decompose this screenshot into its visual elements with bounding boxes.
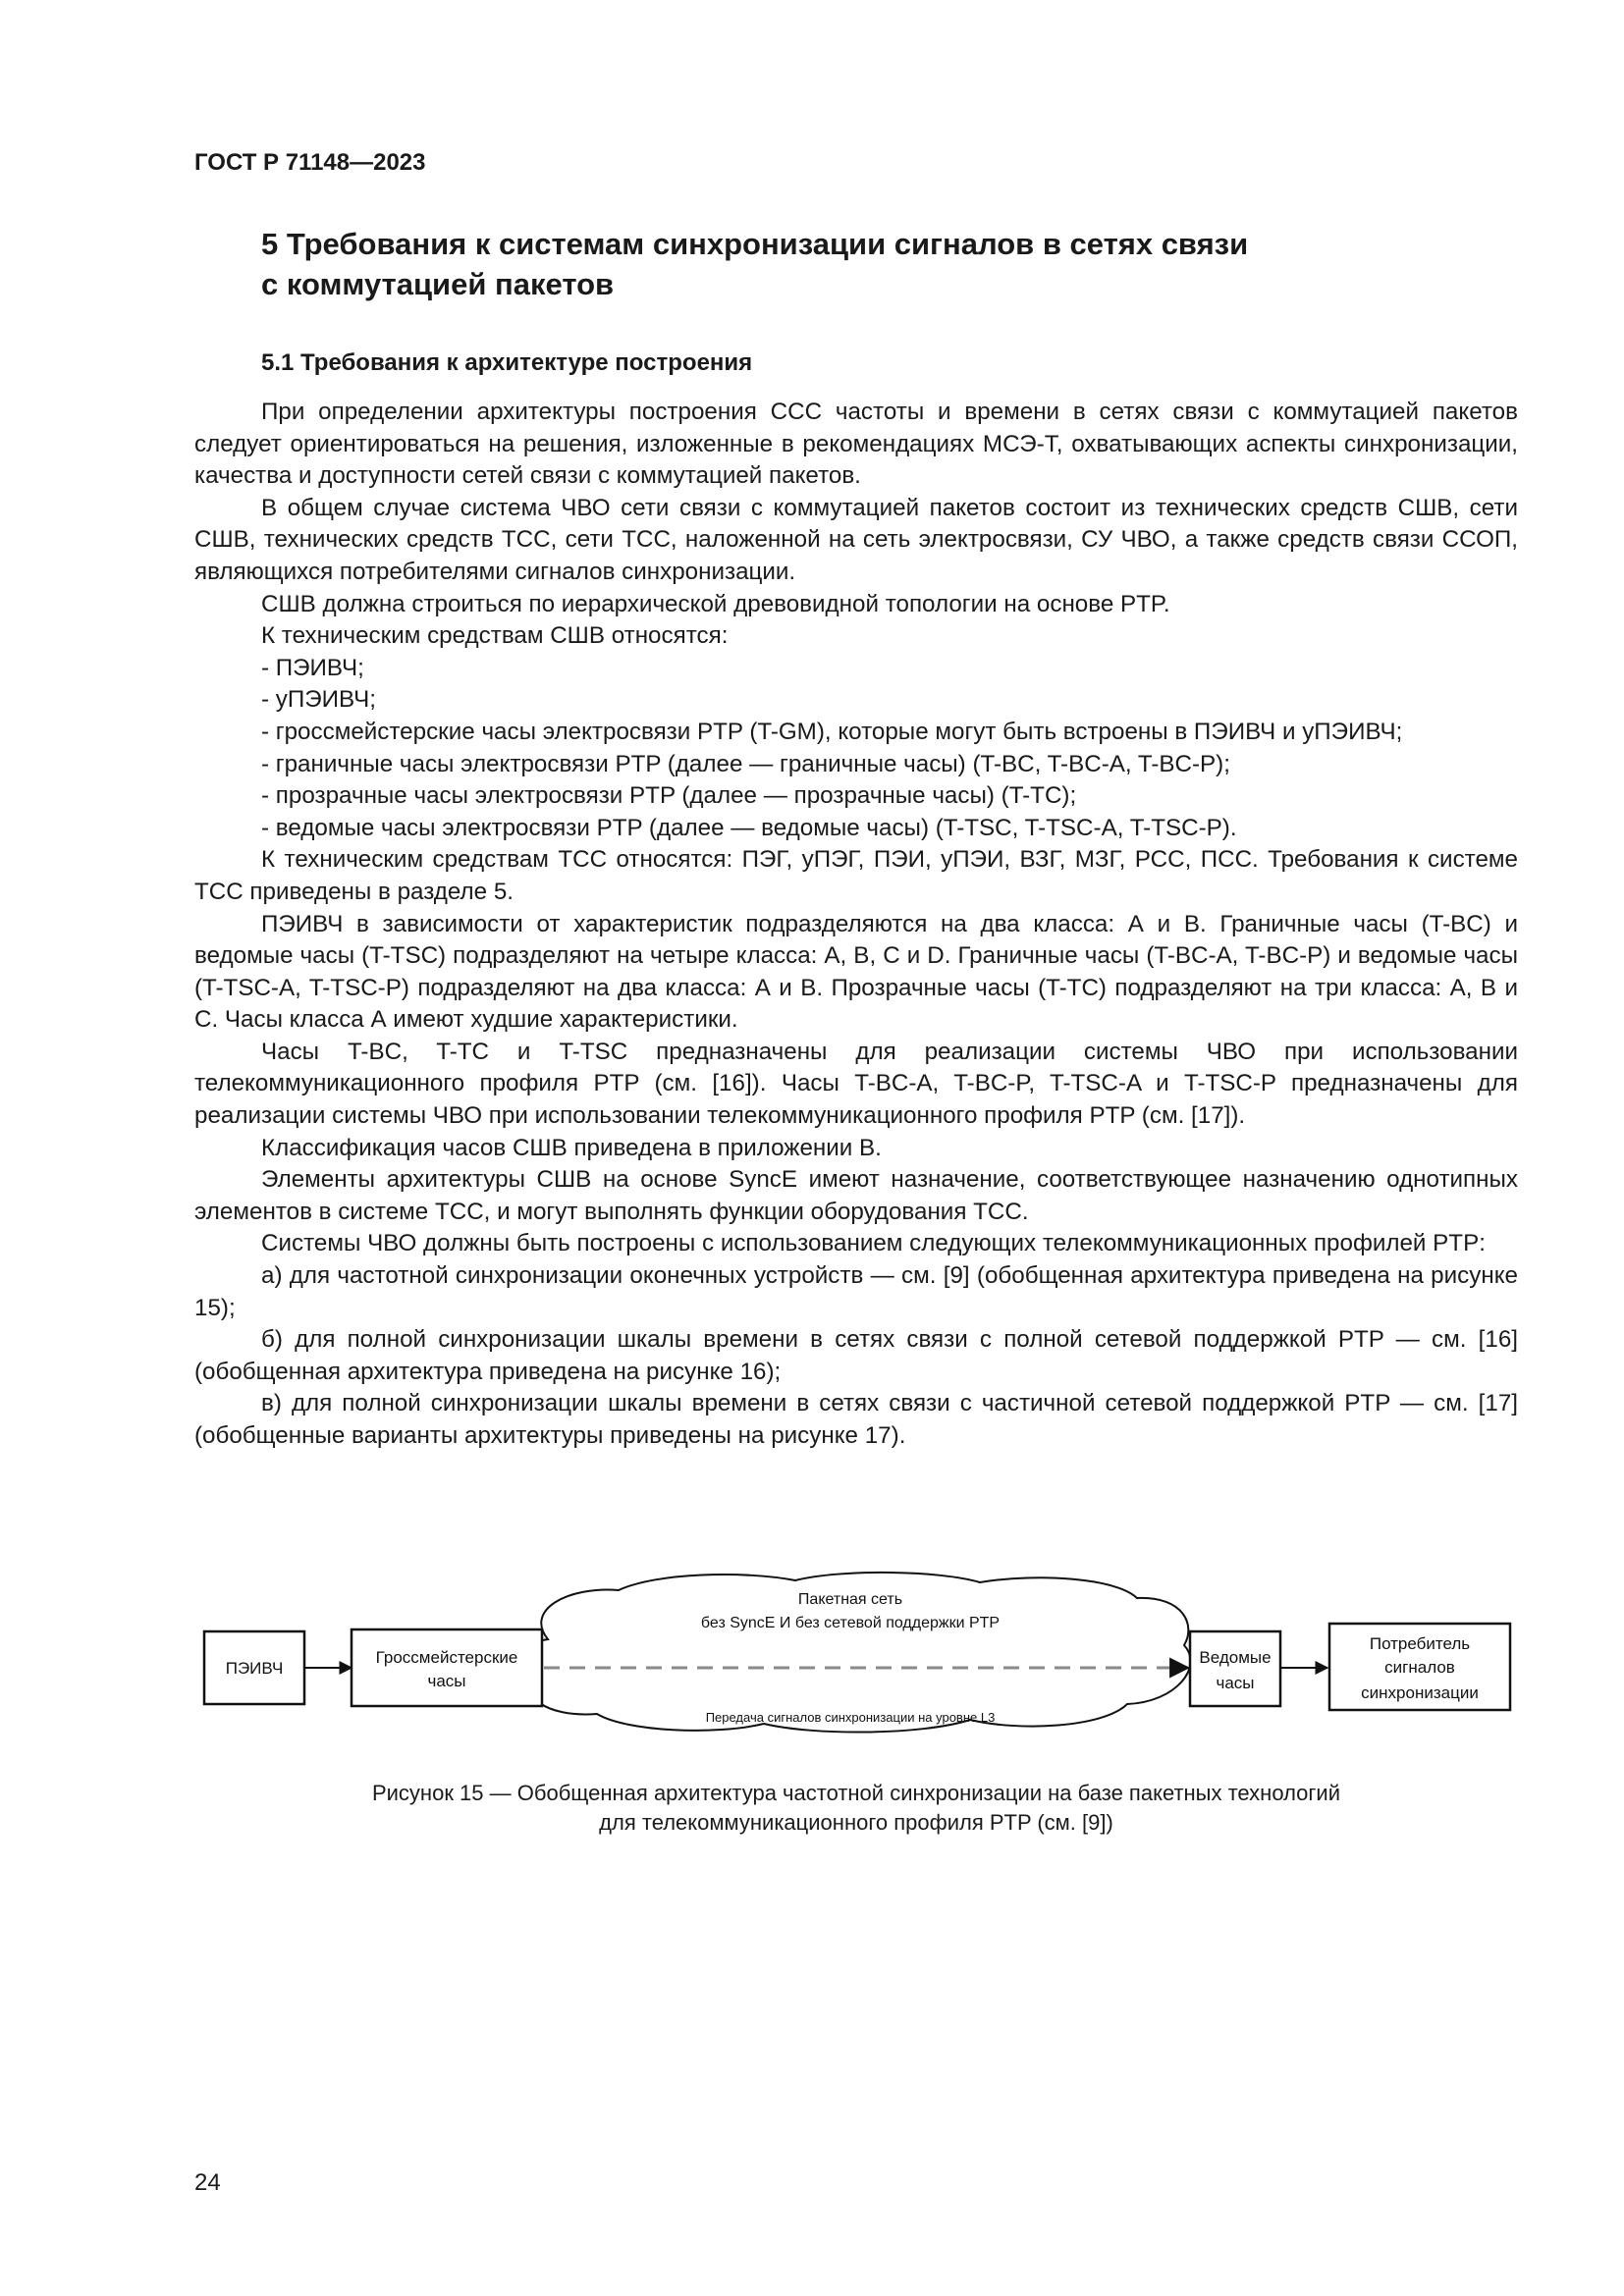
slave-clock-label-1: Ведомые bbox=[1199, 1648, 1272, 1667]
body-text bbox=[194, 397, 1518, 1453]
list-item: - уПЭИВЧ; bbox=[261, 686, 376, 714]
page-number: 24 bbox=[194, 2169, 221, 2196]
list-item: - ведомые часы электросвязи PTP (далее — ведомые часы) (T-TSC, T-TSC-A, T-TSC-P). bbox=[261, 814, 1237, 841]
l3-transfer-label: Передача сигналов синхронизации на уровне L3 bbox=[705, 1710, 996, 1725]
peivch-label: ПЭИВЧ bbox=[225, 1659, 284, 1678]
grandmaster-clock-label-1: Гроссмейстерские bbox=[375, 1648, 518, 1667]
grandmaster-clock-label-2: часы bbox=[427, 1672, 466, 1690]
paragraph: ПЭИВЧ в зависимости от характеристик подразделяются на два класса: А и В. Граничные часы (T-BC) и ведомые часы (T-TSC) подразделяют на четыре класса: А, В, С и D. Граничные часы (T-BC-A, T-BC-P) и ведомые часы (T-TSC-A, T-TSC-P) подразделяют на два класса: А и В. Прозрачные часы (T-TC) подразделяют на три класса: А, В и С. Часы класса А имеют худшие характеристики. bbox=[194, 910, 1518, 1034]
list-item: - прозрачные часы электросвязи PTP (далее — прозрачные часы) (T-TC); bbox=[261, 782, 1077, 810]
packet-network-label-2: без SyncE И без сетевой поддержки PTP bbox=[700, 1615, 1001, 1631]
sync-consumer-label-1: Потребитель bbox=[1369, 1634, 1471, 1653]
figure-caption-line-2: для телекоммуникационного профиля PTP (см. [9]) bbox=[599, 1810, 1113, 1835]
paragraph: СШВ должна строиться по иерархической древовидной топологии на основе PTP. bbox=[261, 590, 1170, 617]
slave-clock-box bbox=[1190, 1631, 1280, 1706]
section-title bbox=[261, 224, 1479, 304]
paragraph: Классификация часов СШВ приведена в приложении В. bbox=[261, 1134, 882, 1161]
figure-caption bbox=[194, 1779, 1518, 1838]
architecture-diagram bbox=[194, 1569, 1518, 1737]
paragraph: Часы T-BC, T-TC и T-TSC предназначены для реализации системы ЧВО при использовании телекоммуникационного профиля PTP (см. [16]). Часы T-BC-A, T-BC-P, T-TSC-A и T-TSC-P предназначены для реализации системы ЧВО при использовании телекоммуникационного профиля PTP (см. [17]). bbox=[194, 1038, 1518, 1130]
section-title-line-2: с коммутацией пакетов bbox=[261, 267, 615, 301]
paragraph: Элементы архитектуры СШВ на основе SyncE имеют назначение, соответствующее назначению однотипных элементов в системе ТСС, и могут выполнять функции оборудования ТСС. bbox=[194, 1166, 1518, 1225]
packet-network-label-1: Пакетная сеть bbox=[797, 1591, 903, 1608]
list-item: а) для частотной синхронизации оконечных устройств — см. [9] (обобщенная архитектура приведена на рисунке 15); bbox=[194, 1262, 1518, 1321]
sync-consumer-label-3: синхронизации bbox=[1361, 1683, 1479, 1702]
subsection-title: 5.1 Требования к архитектуре построения bbox=[261, 349, 753, 376]
paragraph: При определении архитектуры построения ССС частоты и времени в сетях связи с коммутацией пакетов следует ориентироваться на решения, изложенные в рекомендациях МСЭ-Т, охватывающих аспекты синхронизации, качества и доступности сетей связи с коммутацией пакетов. bbox=[194, 399, 1518, 490]
paragraph: В общем случае система ЧВО сети связи с коммутацией пакетов состоит из технических средств СШВ, сети СШВ, технических средств ТСС, сети ТСС, наложенной на сеть электросвязи, СУ ЧВО, а также средств связи ССОП, являющихся потребителями сигналов синхронизации. bbox=[194, 494, 1518, 585]
list-item: б) для полной синхронизации шкалы времени в сетях связи с полной сетевой поддержкой PTP — см. [16] (обобщенная архитектура приведена на рисунке 16); bbox=[194, 1326, 1518, 1385]
grandmaster-clock-box bbox=[352, 1629, 542, 1706]
list-item: в) для полной синхронизации шкалы времени в сетях связи с частичной сетевой поддержкой PTP — см. [17] (обобщенные варианты архитектуры приведены на рисунке 17). bbox=[194, 1390, 1518, 1449]
sync-consumer-label-2: сигналов bbox=[1384, 1658, 1455, 1677]
paragraph: К техническим средствам СШВ относятся: bbox=[261, 622, 729, 650]
paragraph: Системы ЧВО должны быть построены с использованием следующих телекоммуникационных профилей PTP: bbox=[261, 1230, 1486, 1257]
figure-caption-line-1: Рисунок 15 — Обобщенная архитектура частотной синхронизации на базе пакетных технологий bbox=[371, 1781, 1341, 1805]
slave-clock-label-2: часы bbox=[1216, 1674, 1255, 1692]
paragraph: К техническим средствам ТСС относятся: ПЭГ, уПЭГ, ПЭИ, уПЭИ, ВЗГ, МЗГ, РСС, ПСС. Требования к системе ТСС приведены в разделе 5. bbox=[194, 846, 1518, 905]
list-item: - граничные часы электросвязи PTP (далее — граничные часы) (T-BC, T-BC-A, T-BC-P); bbox=[261, 750, 1230, 777]
document-code: ГОСТ Р 71148—2023 bbox=[194, 149, 426, 176]
section-title-line-1: 5 Требования к системам синхронизации сигналов в сетях связи bbox=[261, 227, 1249, 261]
list-item: - ПЭИВЧ; bbox=[261, 654, 364, 681]
list-item: - гроссмейстерские часы электросвязи PTP (T-GM), которые могут быть встроены в ПЭИВЧ и уПЭИВЧ; bbox=[261, 718, 1403, 745]
